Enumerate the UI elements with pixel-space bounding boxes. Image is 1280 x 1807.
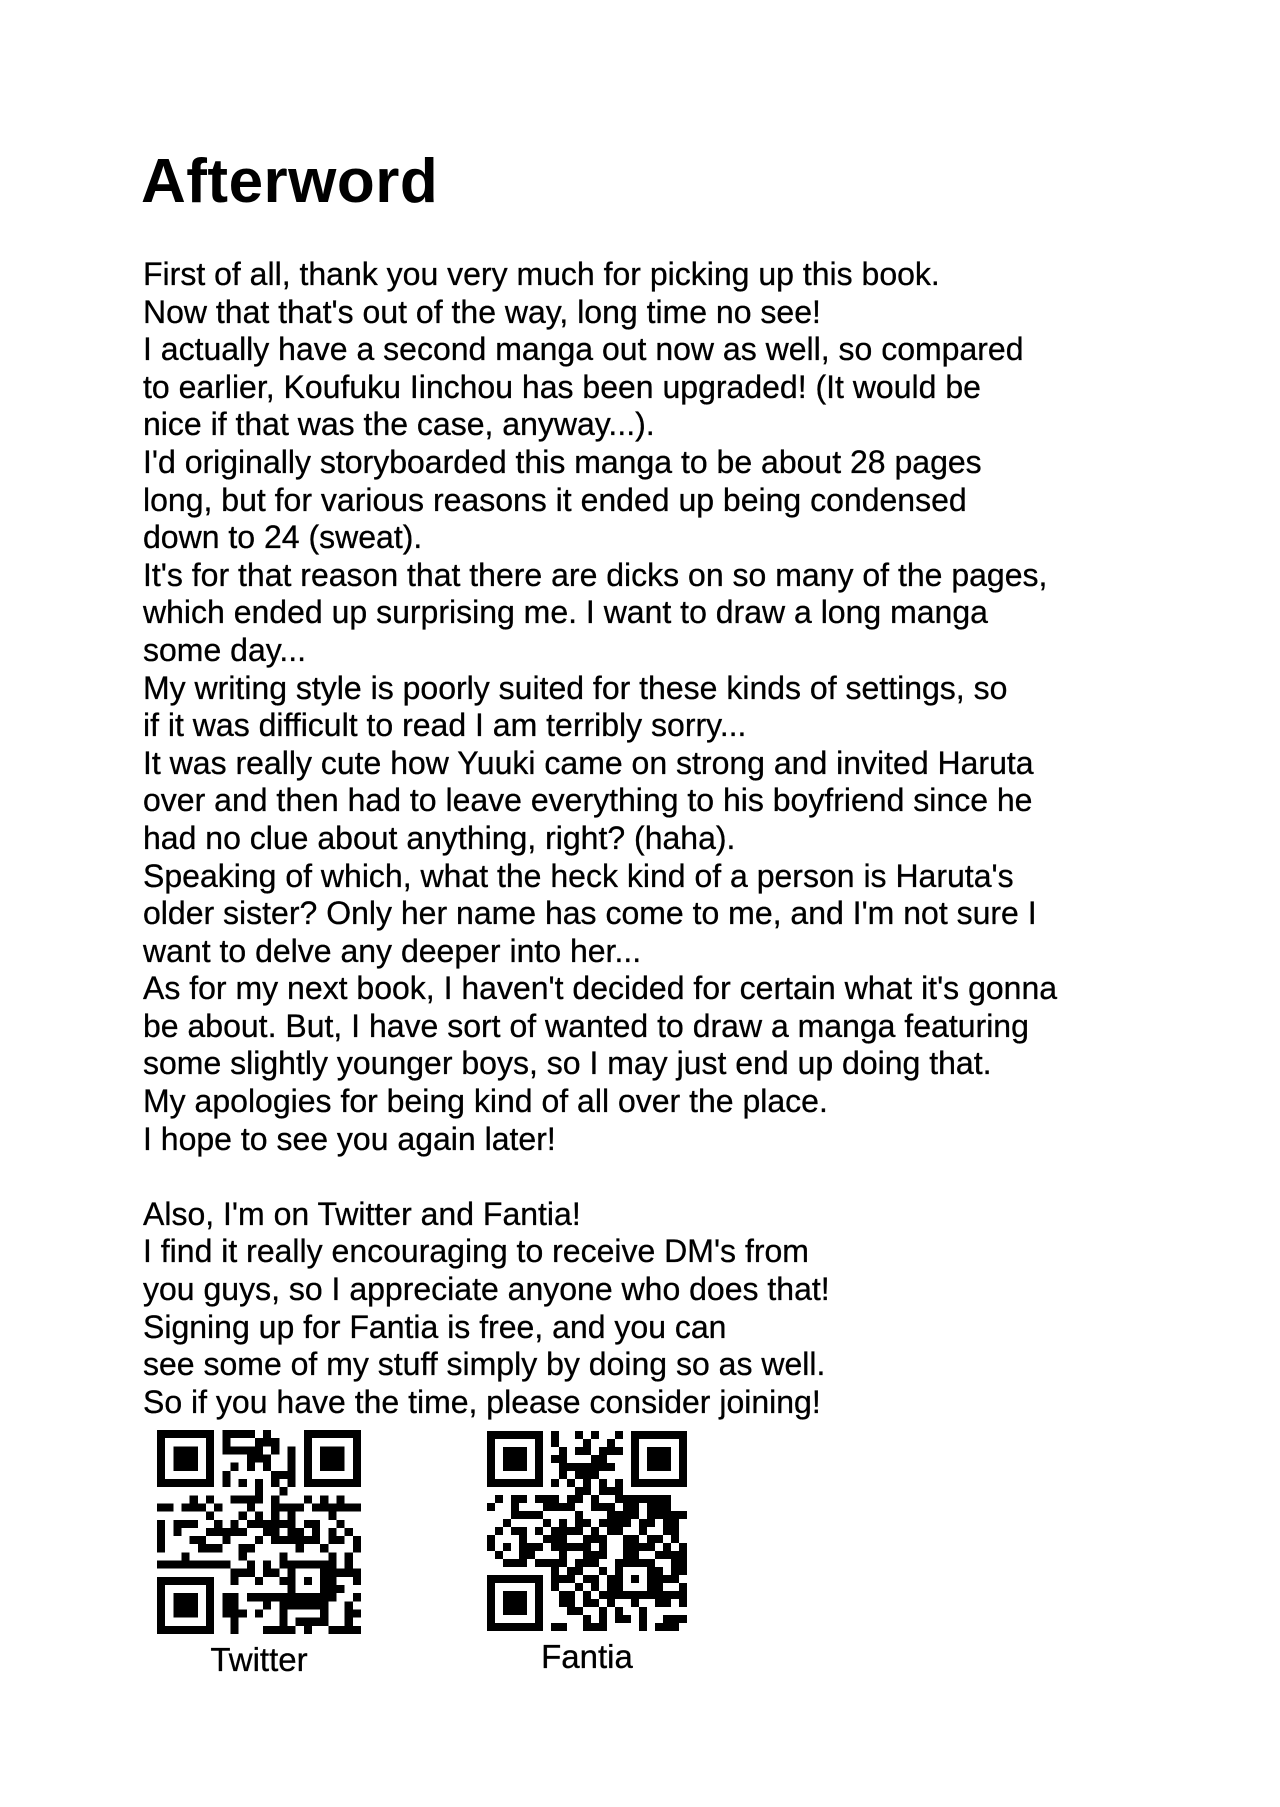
text-line: First of all, thank you very much for picking up this book.: [143, 256, 940, 292]
text-line: older sister? Only her name has come to me, and I'm not sure I: [143, 895, 1037, 932]
qr-label-fantia: Fantia: [541, 1638, 633, 1675]
text-line: to earlier, Koufuku Iinchou has been upgraded! (It would be: [143, 368, 981, 405]
text-line: [143, 1158, 1173, 1196]
text-line: long, but for various reasons it ended up being condensed: [143, 481, 967, 518]
text-line: be about. But, I have sort of wanted to draw a manga featuring: [143, 1007, 1029, 1044]
text-line: My apologies for being kind of all over the place.: [143, 1083, 828, 1120]
text-line: nice if that was the case, anyway...).: [143, 406, 655, 443]
text-line: if it was difficult to read I am terribly sorry...: [143, 707, 747, 744]
body-text: [143, 256, 1173, 1421]
fantia-qr-code-icon: [487, 1431, 687, 1631]
qr-item-twitter: [157, 1430, 361, 1678]
text-line: It's for that reason that there are dicks on so many of the pages,: [143, 556, 1048, 593]
text-line: It was really cute how Yuuki came on strong and invited Haruta: [143, 744, 1034, 781]
text-line: Also, I'm on Twitter and Fantia!: [143, 1195, 581, 1232]
text-line: which ended up surprising me. I want to draw a long manga: [143, 594, 988, 631]
text-line: over and then had to leave everything to his boyfriend since he: [143, 782, 1033, 819]
text-line: My writing style is poorly suited for these kinds of settings, so: [143, 669, 1008, 706]
text-line: As for my next book, I haven't decided for certain what it's gonna: [143, 970, 1058, 1007]
text-line: I hope to see you again later!: [143, 1120, 556, 1157]
text-line: had no clue about anything, right? (haha).: [143, 819, 736, 856]
text-line: Signing up for Fantia is free, and you can: [143, 1308, 727, 1345]
text-line: So if you have the time, please consider joining!: [143, 1383, 821, 1420]
qr-item-fantia: [487, 1431, 687, 1675]
text-line: Speaking of which, what the heck kind of a person is Haruta's: [143, 857, 1014, 894]
page-title: Afterword: [141, 147, 439, 216]
text-line: some slightly younger boys, so I may just end up doing that.: [143, 1045, 992, 1082]
text-line: I'd originally storyboarded this manga to be about 28 pages: [143, 443, 982, 480]
text-line: want to delve any deeper into her...: [143, 932, 642, 969]
text-line: I find it really encouraging to receive DM's from: [143, 1233, 809, 1270]
twitter-qr-code-icon: [157, 1430, 361, 1634]
text-line: some day...: [143, 631, 307, 668]
text-line: see some of my stuff simply by doing so as well.: [143, 1346, 826, 1383]
text-line: you guys, so I appreciate anyone who does that!: [143, 1271, 830, 1308]
text-line: down to 24 (sweat).: [143, 519, 423, 556]
qr-label-twitter: Twitter: [210, 1641, 308, 1678]
text-line: Now that that's out of the way, long time no see!: [143, 293, 821, 330]
text-line: I actually have a second manga out now as well, so compared: [143, 331, 1024, 368]
